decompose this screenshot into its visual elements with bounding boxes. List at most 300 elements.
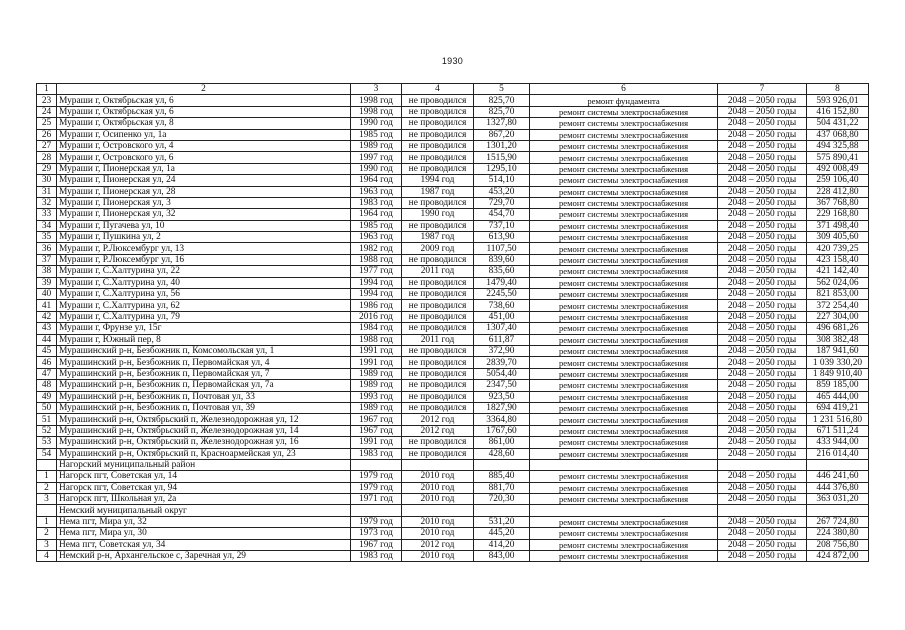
row-number: 30 [37,175,57,186]
cost-cell: 187 941,60 [807,345,869,356]
work-type-cell: ремонт системы электроснабжения [530,311,718,322]
table-row [37,528,869,539]
address-cell: Мурашинский р-н, Безбожник п, Почтовая ул, 39 [57,402,351,413]
page-number: 1930 [441,56,464,66]
cost-cell: 371 498,40 [807,220,869,231]
area-cell: 611,87 [474,334,530,345]
section-blank-cell [718,459,807,470]
work-type-cell: ремонт системы электроснабжения [530,528,718,539]
year-cell: 1979 год [351,471,402,482]
work-type-cell: ремонт системы электроснабжения [530,448,718,459]
year-cell: 1990 год [351,118,402,129]
area-cell: 451,00 [474,311,530,322]
period-cell: 2048 – 2050 годы [718,140,807,151]
column-header: 4 [402,84,474,95]
row-number: 26 [37,129,57,140]
address-cell: Мураши г, Островского ул, 4 [57,140,351,151]
area-cell: 372,90 [474,345,530,356]
area-cell: 445,20 [474,528,530,539]
cost-cell: 416 152,80 [807,106,869,117]
work-type-cell: ремонт системы электроснабжения [530,551,718,562]
cost-cell: 420 739,25 [807,243,869,254]
period-cell: 2048 – 2050 годы [718,357,807,368]
work-type-cell: ремонт системы электроснабжения [530,197,718,208]
period-cell: 2048 – 2050 годы [718,448,807,459]
work-type-cell: ремонт системы электроснабжения [530,357,718,368]
area-cell: 1295,10 [474,163,530,174]
table-row [37,357,869,368]
area-cell: 531,20 [474,516,530,527]
table-row [37,402,869,413]
section-blank-cell [807,505,869,516]
period-cell: 2048 – 2050 годы [718,152,807,163]
last-repair-cell: 2010 год [402,551,474,562]
cost-cell: 208 756,80 [807,539,869,550]
address-cell: Мураши г, С.Халтурина ул, 56 [57,289,351,300]
row-number: 29 [37,163,57,174]
section-row [37,459,869,470]
year-cell: 1991 год [351,345,402,356]
area-cell: 738,60 [474,300,530,311]
last-repair-cell: 1987 год [402,186,474,197]
address-cell: Мурашинский р-н, Безбожник п, Комсомольская ул, 1 [57,345,351,356]
column-header: 8 [807,84,869,95]
table-row [37,482,869,493]
section-blank-cell [718,505,807,516]
cost-cell: 372 254,40 [807,300,869,311]
period-cell: 2048 – 2050 годы [718,437,807,448]
cost-cell: 363 031,20 [807,494,869,505]
cost-cell: 593 926,01 [807,95,869,106]
work-type-cell: ремонт системы электроснабжения [530,345,718,356]
cost-cell: 367 768,80 [807,197,869,208]
table-row [37,277,869,288]
last-repair-cell: не проводился [402,95,474,106]
work-type-cell: ремонт системы электроснабжения [530,380,718,391]
cost-cell: 424 872,00 [807,551,869,562]
period-cell: 2048 – 2050 годы [718,311,807,322]
year-cell: 1967 год [351,539,402,550]
area-cell: 1479,40 [474,277,530,288]
year-cell: 1977 год [351,266,402,277]
work-type-cell: ремонт системы электроснабжения [530,437,718,448]
row-number: 3 [37,494,57,505]
year-cell: 1979 год [351,516,402,527]
address-cell: Мурашинский р-н, Октябрьский п, Красноармейская ул, 23 [57,448,351,459]
area-cell: 1307,40 [474,323,530,334]
capital-repair-table [36,83,869,562]
year-cell: 1986 год [351,300,402,311]
period-cell: 2048 – 2050 годы [718,129,807,140]
table-row [37,266,869,277]
table-row [37,425,869,436]
cost-cell: 1 231 516,80 [807,414,869,425]
last-repair-cell: 1994 год [402,175,474,186]
last-repair-cell: 2012 год [402,414,474,425]
period-cell: 2048 – 2050 годы [718,106,807,117]
area-cell: 1827,90 [474,402,530,413]
year-cell: 1989 год [351,402,402,413]
address-cell: Мураши г, Октябрьская ул, 6 [57,106,351,117]
row-number: 3 [37,539,57,550]
work-type-cell: ремонт системы электроснабжения [530,323,718,334]
section-blank-cell [402,505,474,516]
period-cell: 2048 – 2050 годы [718,95,807,106]
row-number: 35 [37,232,57,243]
row-number: 31 [37,186,57,197]
area-cell: 867,20 [474,129,530,140]
area-cell: 3364,80 [474,414,530,425]
period-cell: 2048 – 2050 годы [718,334,807,345]
column-header: 3 [351,84,402,95]
cost-cell: 1 849 910,40 [807,368,869,379]
period-cell: 2048 – 2050 годы [718,254,807,265]
address-cell: Мураши г, С.Халтурина ул, 22 [57,266,351,277]
period-cell: 2048 – 2050 годы [718,163,807,174]
cost-cell: 694 419,21 [807,402,869,413]
row-number: 48 [37,380,57,391]
address-cell: Немский р-н, Архангельское с, Заречная ул, 29 [57,551,351,562]
area-cell: 5054,40 [474,368,530,379]
last-repair-cell: 2009 год [402,243,474,254]
year-cell: 1964 год [351,209,402,220]
work-type-cell: ремонт системы электроснабжения [530,334,718,345]
cost-cell: 259 106,40 [807,175,869,186]
last-repair-cell: не проводился [402,437,474,448]
year-cell: 1963 год [351,186,402,197]
address-cell: Нагорск пгт, Советская ул, 94 [57,482,351,493]
last-repair-cell: не проводился [402,380,474,391]
work-type-cell: ремонт системы электроснабжения [530,368,718,379]
address-cell: Мураши г, Осипенко ул, 1а [57,129,351,140]
last-repair-cell: 1987 год [402,232,474,243]
row-number: 47 [37,368,57,379]
last-repair-cell: не проводился [402,152,474,163]
cost-cell: 309 405,60 [807,232,869,243]
address-cell: Мураши г, Пушкина ул, 2 [57,232,351,243]
row-number: 52 [37,425,57,436]
area-cell: 1327,80 [474,118,530,129]
work-type-cell: ремонт системы электроснабжения [530,186,718,197]
section-title: Нагорский муниципальный район [57,459,351,470]
period-cell: 2048 – 2050 годы [718,380,807,391]
area-cell: 729,70 [474,197,530,208]
period-cell: 2048 – 2050 годы [718,425,807,436]
period-cell: 2048 – 2050 годы [718,516,807,527]
address-cell: Нагорск пгт, Советская ул, 14 [57,471,351,482]
row-number: 40 [37,289,57,300]
work-type-cell: ремонт системы электроснабжения [530,118,718,129]
work-type-cell: ремонт системы электроснабжения [530,254,718,265]
section-blank-cell [402,459,474,470]
address-cell: Мураши г, Пионерская ул, 3 [57,197,351,208]
last-repair-cell: не проводился [402,345,474,356]
table-row [37,323,869,334]
period-cell: 2048 – 2050 годы [718,175,807,186]
section-blank-cell [351,459,402,470]
column-header: 1 [37,84,57,95]
cost-cell: 494 325,88 [807,140,869,151]
row-number: 24 [37,106,57,117]
address-cell: Мурашинский р-н, Безбожник п, Почтовая ул, 33 [57,391,351,402]
table-row [37,311,869,322]
section-blank-cell [530,505,718,516]
last-repair-cell: не проводился [402,140,474,151]
section-blank-cell [807,459,869,470]
column-header: 5 [474,84,530,95]
year-cell: 1997 год [351,152,402,163]
row-number: 2 [37,528,57,539]
section-blank-cell [37,459,57,470]
period-cell: 2048 – 2050 годы [718,551,807,562]
cost-cell: 224 380,80 [807,528,869,539]
area-cell: 2347,50 [474,380,530,391]
last-repair-cell: не проводился [402,323,474,334]
period-cell: 2048 – 2050 годы [718,345,807,356]
cost-cell: 308 382,48 [807,334,869,345]
work-type-cell: ремонт системы электроснабжения [530,539,718,550]
last-repair-cell: не проводился [402,311,474,322]
area-cell: 1107,50 [474,243,530,254]
area-cell: 2839,70 [474,357,530,368]
table-row [37,197,869,208]
cost-cell: 437 068,80 [807,129,869,140]
row-number: 46 [37,357,57,368]
table-row [37,118,869,129]
table-row [37,186,869,197]
year-cell: 1998 год [351,95,402,106]
year-cell: 1964 год [351,175,402,186]
period-cell: 2048 – 2050 годы [718,197,807,208]
row-number: 27 [37,140,57,151]
work-type-cell: ремонт системы электроснабжения [530,220,718,231]
area-cell: 428,60 [474,448,530,459]
last-repair-cell: 2011 год [402,266,474,277]
table-row [37,152,869,163]
cost-cell: 216 014,40 [807,448,869,459]
address-cell: Мураши г, Р.Люксембург ул, 16 [57,254,351,265]
last-repair-cell: 2012 год [402,539,474,550]
section-blank-cell [37,505,57,516]
area-cell: 923,50 [474,391,530,402]
year-cell: 1985 год [351,220,402,231]
year-cell: 1991 год [351,357,402,368]
last-repair-cell: 2010 год [402,494,474,505]
area-cell: 453,20 [474,186,530,197]
area-cell: 1301,20 [474,140,530,151]
row-number: 50 [37,402,57,413]
work-type-cell: ремонт фундамента [530,95,718,106]
cost-cell: 821 853,00 [807,289,869,300]
period-cell: 2048 – 2050 годы [718,266,807,277]
row-number: 54 [37,448,57,459]
last-repair-cell: 2011 год [402,334,474,345]
table-row [37,448,869,459]
period-cell: 2048 – 2050 годы [718,482,807,493]
row-number: 38 [37,266,57,277]
row-number: 42 [37,311,57,322]
last-repair-cell: не проводился [402,448,474,459]
row-number: 2 [37,482,57,493]
work-type-cell: ремонт системы электроснабжения [530,129,718,140]
table-row [37,209,869,220]
table-row [37,539,869,550]
year-cell: 1983 год [351,197,402,208]
cost-cell: 575 890,41 [807,152,869,163]
address-cell: Мурашинский р-н, Октябрьский п, Железнодорожная ул, 14 [57,425,351,436]
year-cell: 1985 год [351,129,402,140]
cost-cell: 229 168,80 [807,209,869,220]
last-repair-cell: не проводился [402,357,474,368]
last-repair-cell: не проводился [402,289,474,300]
table-row [37,243,869,254]
cost-cell: 446 241,60 [807,471,869,482]
row-number: 45 [37,345,57,356]
row-number: 39 [37,277,57,288]
year-cell: 1994 год [351,289,402,300]
year-cell: 1990 год [351,163,402,174]
address-cell: Нема пгт, Мира ул, 30 [57,528,351,539]
table-row [37,300,869,311]
area-cell: 861,00 [474,437,530,448]
work-type-cell: ремонт системы электроснабжения [530,140,718,151]
address-cell: Мураши г, Пионерская ул, 1а [57,163,351,174]
table-row [37,289,869,300]
period-cell: 2048 – 2050 годы [718,391,807,402]
year-cell: 1998 год [351,106,402,117]
period-cell: 2048 – 2050 годы [718,186,807,197]
address-cell: Мураши г, Р.Люксембург ул, 13 [57,243,351,254]
table-row [37,163,869,174]
year-cell: 1973 год [351,528,402,539]
cost-cell: 504 431,22 [807,118,869,129]
cost-cell: 562 024,06 [807,277,869,288]
work-type-cell: ремонт системы электроснабжения [530,402,718,413]
table-row [37,516,869,527]
row-number: 23 [37,95,57,106]
period-cell: 2048 – 2050 годы [718,414,807,425]
table-row [37,551,869,562]
work-type-cell: ремонт системы электроснабжения [530,471,718,482]
year-cell: 1991 год [351,437,402,448]
last-repair-cell: 2010 год [402,482,474,493]
cost-cell: 444 376,80 [807,482,869,493]
row-number: 37 [37,254,57,265]
period-cell: 2048 – 2050 годы [718,220,807,231]
row-number: 49 [37,391,57,402]
year-cell: 1979 год [351,482,402,493]
section-row [37,505,869,516]
cost-cell: 496 681,26 [807,323,869,334]
row-number: 34 [37,220,57,231]
work-type-cell: ремонт системы электроснабжения [530,414,718,425]
work-type-cell: ремонт системы электроснабжения [530,266,718,277]
last-repair-cell: не проводился [402,118,474,129]
cost-cell: 492 008,49 [807,163,869,174]
table-row [37,175,869,186]
period-cell: 2048 – 2050 годы [718,300,807,311]
area-cell: 885,40 [474,471,530,482]
row-number: 33 [37,209,57,220]
year-cell: 1983 год [351,551,402,562]
address-cell: Мурашинский р-н, Октябрьский п, Железнодорожная ул, 16 [57,437,351,448]
area-cell: 613,90 [474,232,530,243]
table-row [37,368,869,379]
address-cell: Мураши г, Пионерская ул, 24 [57,175,351,186]
period-cell: 2048 – 2050 годы [718,289,807,300]
work-type-cell: ремонт системы электроснабжения [530,300,718,311]
header-row [37,84,869,95]
table-row [37,380,869,391]
area-cell: 737,10 [474,220,530,231]
period-cell: 2048 – 2050 годы [718,209,807,220]
address-cell: Мураши г, Пугачева ул, 10 [57,220,351,231]
year-cell: 1967 год [351,414,402,425]
last-repair-cell: не проводился [402,163,474,174]
work-type-cell: ремонт системы электроснабжения [530,482,718,493]
year-cell: 1963 год [351,232,402,243]
cost-cell: 1 039 330,20 [807,357,869,368]
address-cell: Мураши г, Октябрьская ул, 6 [57,95,351,106]
area-cell: 454,70 [474,209,530,220]
address-cell: Нема пгт, Мира ул, 32 [57,516,351,527]
last-repair-cell: 2010 год [402,528,474,539]
section-blank-cell [474,505,530,516]
table-row [37,471,869,482]
period-cell: 2048 – 2050 годы [718,323,807,334]
period-cell: 2048 – 2050 годы [718,539,807,550]
period-cell: 2048 – 2050 годы [718,232,807,243]
work-type-cell: ремонт системы электроснабжения [530,391,718,402]
cost-cell: 859 185,00 [807,380,869,391]
year-cell: 1989 год [351,380,402,391]
work-type-cell: ремонт системы электроснабжения [530,106,718,117]
table-row [37,254,869,265]
work-type-cell: ремонт системы электроснабжения [530,243,718,254]
table-row [37,494,869,505]
last-repair-cell: не проводился [402,129,474,140]
row-number: 25 [37,118,57,129]
last-repair-cell: не проводился [402,300,474,311]
period-cell: 2048 – 2050 годы [718,528,807,539]
row-number: 28 [37,152,57,163]
last-repair-cell: 1990 год [402,209,474,220]
table-row [37,129,869,140]
year-cell: 1994 год [351,277,402,288]
area-cell: 881,70 [474,482,530,493]
address-cell: Мураши г, Пионерская ул, 32 [57,209,351,220]
table-row [37,391,869,402]
table-row [37,345,869,356]
address-cell: Мурашинский р-н, Безбожник п, Первомайская ул, 7 [57,368,351,379]
cost-cell: 421 142,40 [807,266,869,277]
column-header: 6 [530,84,718,95]
work-type-cell: ремонт системы электроснабжения [530,232,718,243]
row-number: 51 [37,414,57,425]
work-type-cell: ремонт системы электроснабжения [530,516,718,527]
last-repair-cell: не проводился [402,197,474,208]
cost-cell: 671 511,24 [807,425,869,436]
period-cell: 2048 – 2050 годы [718,402,807,413]
year-cell: 1983 год [351,448,402,459]
cost-cell: 228 412,80 [807,186,869,197]
area-cell: 835,60 [474,266,530,277]
row-number: 32 [37,197,57,208]
period-cell: 2048 – 2050 годы [718,243,807,254]
year-cell: 1989 год [351,140,402,151]
address-cell: Мураши г, Фрунзе ул, 15г [57,323,351,334]
address-cell: Мураши г, С.Халтурина ул, 40 [57,277,351,288]
